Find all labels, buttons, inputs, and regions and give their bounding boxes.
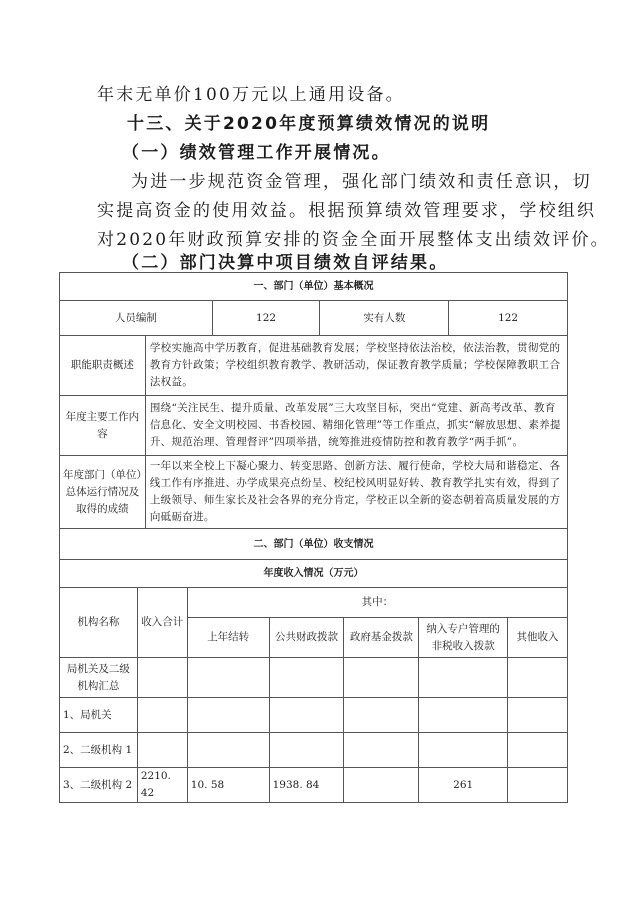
basic-info-title: 一、部门（单位）基本概况 [60,273,568,301]
total-cell [137,733,187,768]
org-name-cell: 1、局机关 [60,698,138,733]
subsection-1-title: （一）绩效管理工作开展情况。 [122,143,391,163]
header-public-finance: 公共财政拨款 [269,618,344,658]
total-cell [137,698,187,733]
gov-fund-cell [344,733,419,768]
non-tax-cell [419,658,508,698]
staff-quota-value: 122 [212,301,320,336]
results-label: 年度部门（单位）总体运行情况及取得的成绩 [60,456,146,529]
results-text: 一年以来全校上下凝心聚力、转变思路、创新方法、履行使命，学校大局和谐稳定、各线工作有序推进、办学成果亮点纷呈、校纪校风明显好转、教育教学扎实有效，得到了上级领导、师生家长及社会各界的充分肯定，学校正以全新的姿态朝着高质量发展的方向砥砺奋进。 [145,456,567,529]
table-row [60,768,568,803]
public-finance-cell [269,698,344,733]
carryover-cell [187,658,269,698]
other-cell [508,698,568,733]
gov-fund-cell [344,698,419,733]
non-tax-cell: 261 [419,768,508,803]
income-table-title: 年度收入情况（万元） [60,560,568,588]
work-text: 围绕“关注民生、提升质量、改革发展”三大攻坚目标，突出“党建、新高考改革、教育信息化、安全文明校园、书香校园、精细化管理”等工作重点，抓实“解放思想、素养提升、规范治理、管理督评”四项举措，统筹推进疫情防控和教育教学“两手抓”。 [145,396,567,456]
header-non-tax: 纳入专户管理的非税收入拨款 [419,618,508,658]
non-tax-cell [419,733,508,768]
table-row [60,733,568,768]
header-carryover: 上年结转 [187,618,269,658]
public-finance-cell [269,658,344,698]
total-cell: 2210. 42 [137,768,187,803]
income-section-title: 二、部门（单位）收支情况 [60,529,568,560]
total-cell [137,658,187,698]
basic-info-table [59,272,568,529]
duties-text: 学校实施高中学历教育，促进基础教育发展；学校坚持依法治校，依法治教，贯彻党的教育方针政策；学校组织教育教学、教研活动，保证教育教学质量；学校保障教职工合法权益。 [145,336,567,396]
carryover-cell [187,733,269,768]
other-cell [508,658,568,698]
header-total: 收入合计 [137,588,187,658]
public-finance-cell [269,733,344,768]
header-org-name: 机构名称 [60,588,138,658]
staff-quota-label: 人员编制 [60,301,213,336]
carryover-cell [187,698,269,733]
gov-fund-cell [344,768,419,803]
subsection-1-text-line-1: 为进一步规范资金管理，强化部门绩效和责任意识，切 [131,172,592,192]
subsection-1-text-line-3: 对2020年财政预算安排的资金全面开展整体支出绩效评价。 [97,230,610,250]
gov-fund-cell [344,658,419,698]
header-of-which: 其中： [187,588,567,618]
actual-staff-label: 实有人数 [320,301,449,336]
table-row [60,698,568,733]
carryover-cell: 10. 58 [187,768,269,803]
actual-staff-value: 122 [449,301,568,336]
equipment-note: 年末无单价100万元以上通用设备。 [97,85,405,105]
subsection-1-text-line-2: 实提高资金的使用效益。根据预算绩效管理要求，学校组织 [97,201,597,221]
income-table [59,528,568,803]
section-13-title: 十三、关于2020年度预算绩效情况的说明 [127,114,491,134]
org-name-cell: 3、二级机构 2 [60,768,138,803]
other-cell [508,768,568,803]
duties-label: 职能职责概述 [60,336,146,396]
public-finance-cell: 1938. 84 [269,768,344,803]
org-name-cell: 局机关及二级机构汇总 [60,658,138,698]
header-other: 其他收入 [508,618,568,658]
subsection-2-title: （二）部门决算中项目绩效自评结果。 [122,253,449,273]
other-cell [508,733,568,768]
table-row [60,658,568,698]
org-name-cell: 2、二级机构 1 [60,733,138,768]
work-label: 年度主要工作内容 [60,396,146,456]
header-gov-fund: 政府基金拨款 [344,618,419,658]
non-tax-cell [419,698,508,733]
